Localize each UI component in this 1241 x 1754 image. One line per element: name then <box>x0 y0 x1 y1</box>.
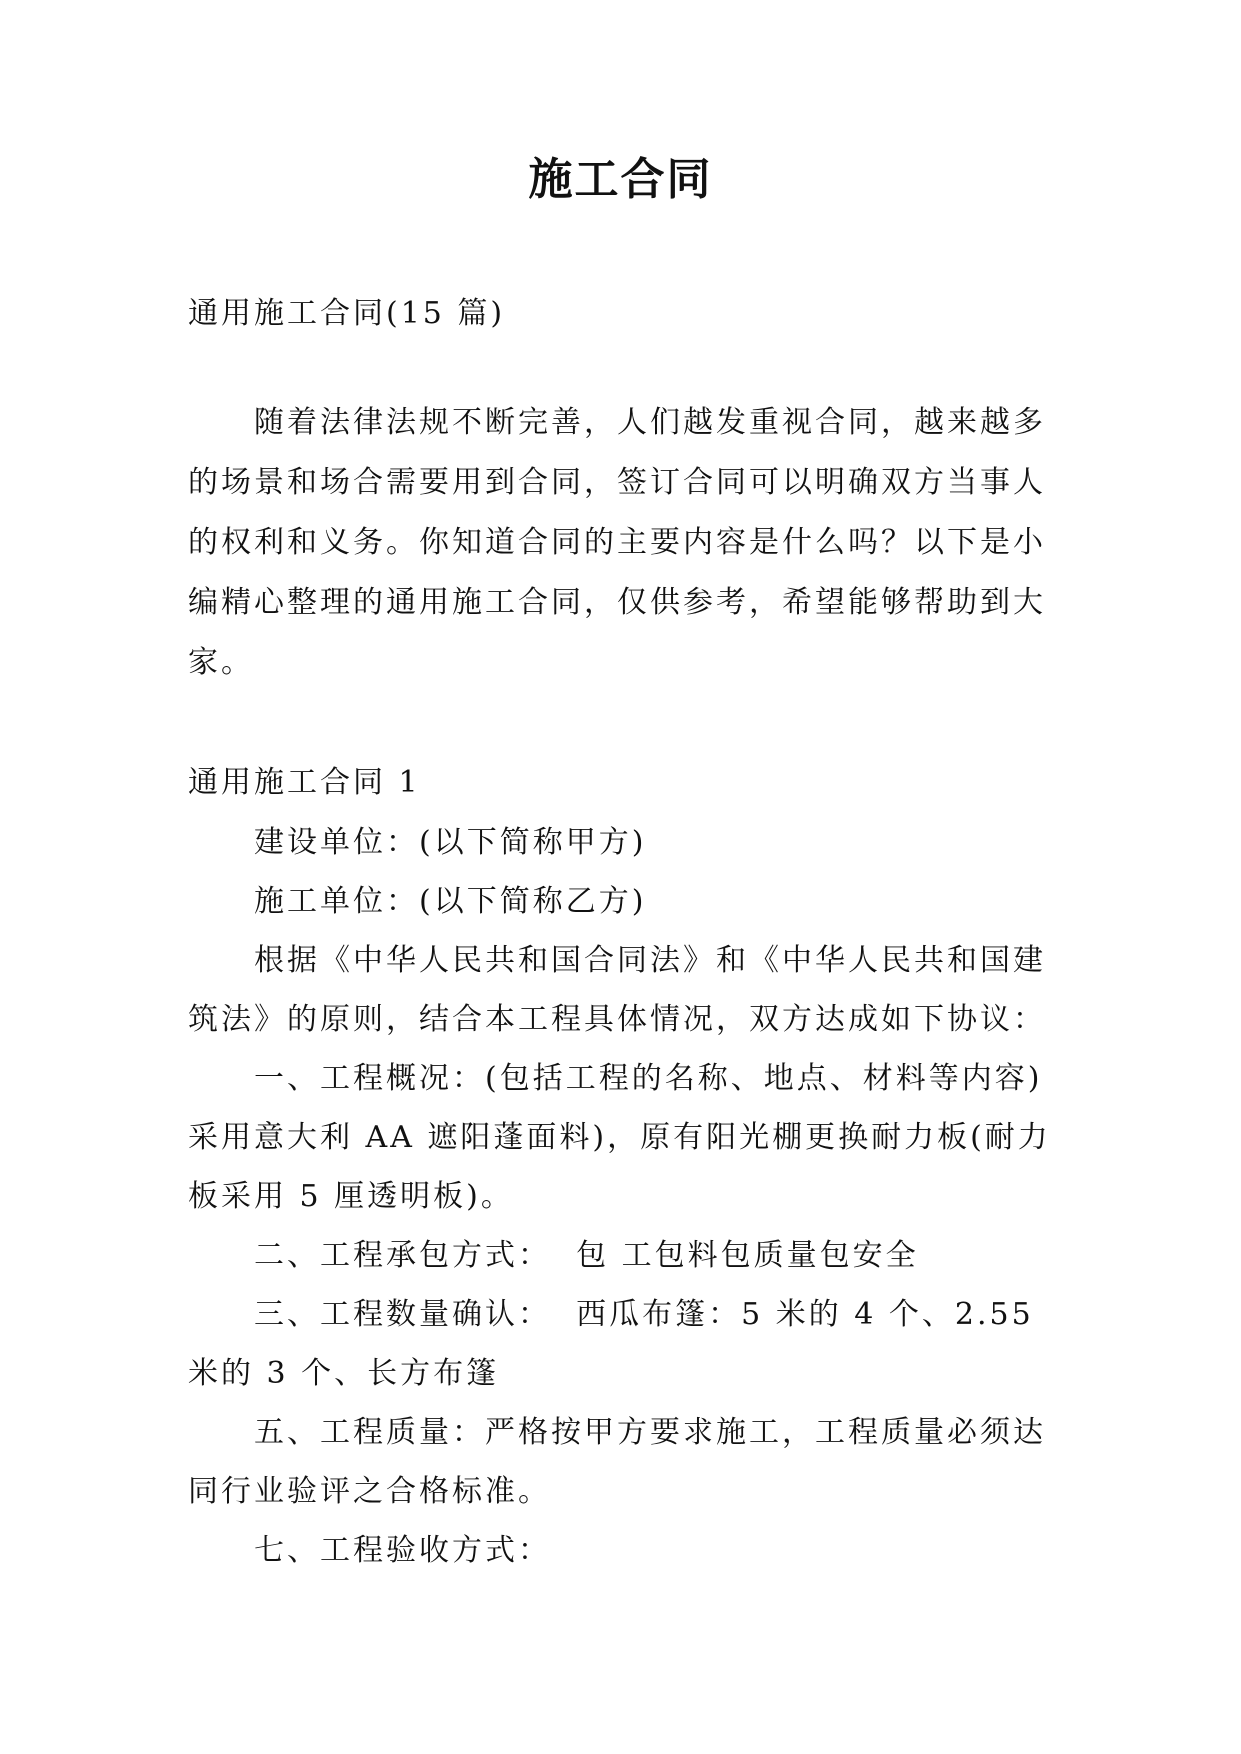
paragraph-construction-unit: 建设单位：(以下简称甲方) <box>254 825 647 860</box>
document-title: 施工合同 <box>528 154 713 205</box>
paragraph-acceptance: 七、工程验收方式： <box>254 1533 551 1568</box>
document-body <box>188 285 1058 1580</box>
intro-paragraph: 随着法律法规不断完善，人们越发重视合同，越来越多的场景和场合需要用到合同，签订合同可以明确双方当事人的权利和义务。你知道合同的主要内容是什么吗？以下是小编精心整理的通用施工合同，仅供参考，希望能够帮助到大家。 <box>188 405 1046 680</box>
section-title: 通用施工合同 1 <box>188 765 421 800</box>
paragraph-legal-basis: 根据《中华人民共和国合同法》和《中华人民共和国建筑法》的原则，结合本工程具体情况，双方达成如下协议： <box>188 943 1046 1037</box>
paragraph-quantity: 三、工程数量确认： 西瓜布篷：5 米的 4 个、2.55 米的 3 个、长方布篷 <box>188 1297 1047 1391</box>
paragraph-project-overview: 一、工程概况：(包括工程的名称、地点、材料等内容)采用意大利 AA 遮阳蓬面料)，原有阳光棚更换耐力板(耐力板采用 5 厘透明板)。 <box>188 1061 1051 1214</box>
paragraph-contract-method: 二、工程承包方式： 包 工包料包质量包安全 <box>254 1238 919 1273</box>
document-subtitle: 通用施工合同(15 篇) <box>188 296 506 331</box>
paragraph-quality: 五、工程质量：严格按甲方要求施工，工程质量必须达同行业验评之合格标准。 <box>188 1415 1046 1509</box>
paragraph-contractor-unit: 施工单位：(以下简称乙方) <box>254 884 647 919</box>
